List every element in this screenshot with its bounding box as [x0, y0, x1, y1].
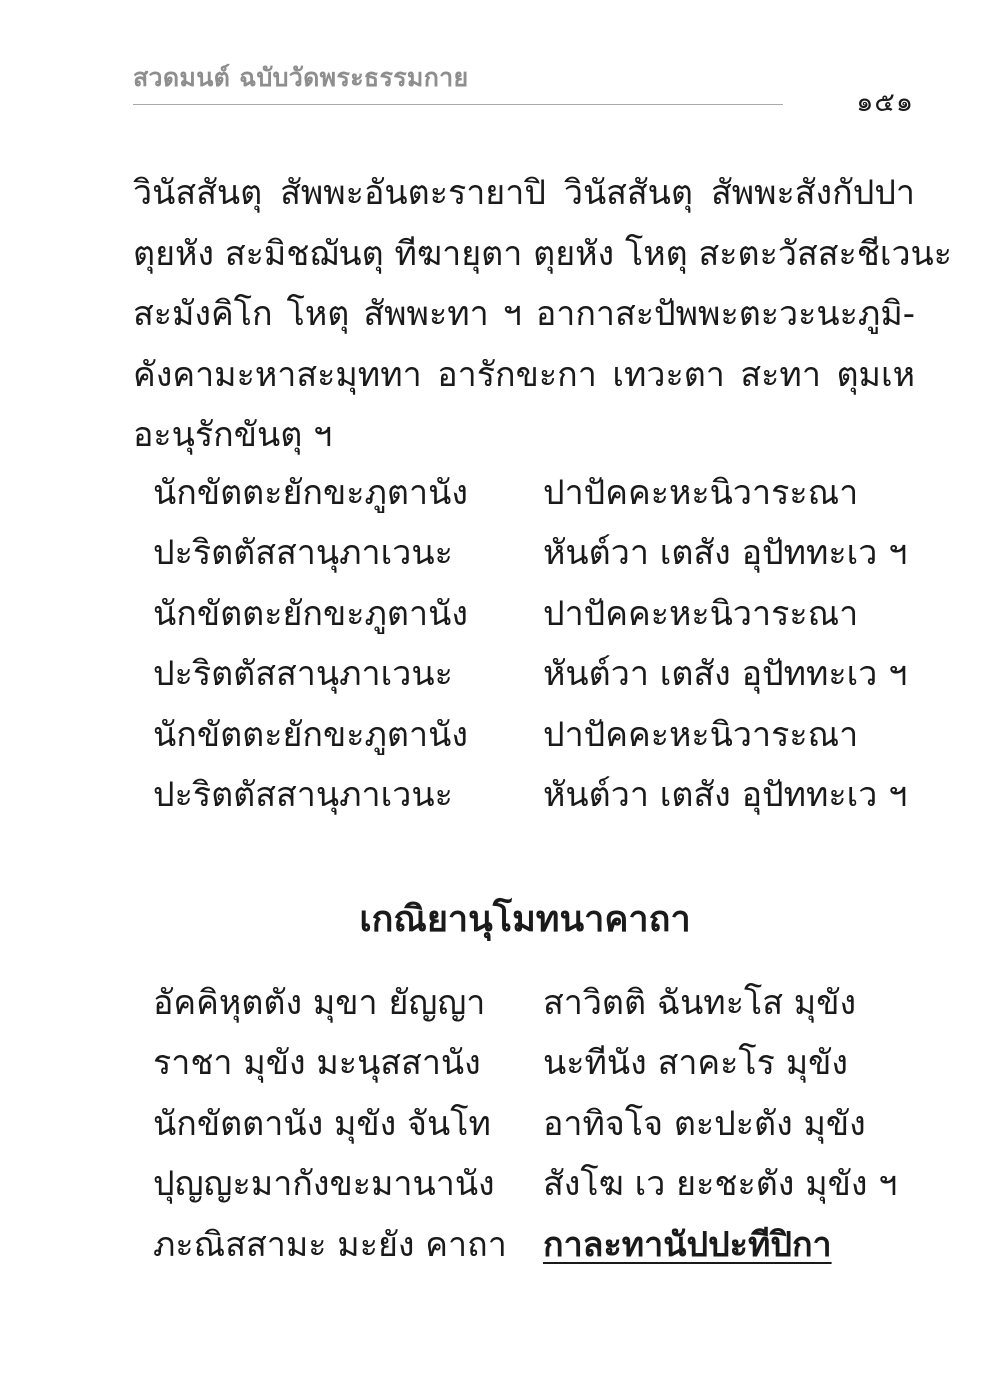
verse-row — [153, 463, 923, 523]
verse-row — [153, 973, 923, 1033]
prose-line: ตุยหัง สะมิชฌันตุ ทีฆายุตา ตุยหัง โหตุ สะตะวัสสะชีเวนะ — [133, 233, 953, 274]
prose-paragraph — [133, 163, 953, 466]
prose-line: วินัสสันตุ สัพพะอันตะรายาปิ วินัสสันตุ สัพพะสังกัปปา — [133, 173, 915, 213]
verse-row — [153, 523, 923, 583]
verse-left: นักขัตตะยักขะภูตานัง — [153, 473, 468, 513]
header-rule — [133, 104, 783, 105]
next-section-title: กาละทานัปปะทีปิกา — [543, 1224, 832, 1265]
verse-right: ปาปัคคะหะนิวาระณา — [543, 593, 859, 634]
verse-left: อัคคิหุตตัง มุขา ยัญญา — [153, 983, 486, 1023]
verse-left: นักขัตตะยักขะภูตานัง — [153, 593, 468, 634]
verse-right: หันต์วา เตสัง อุปัททะเว ฯ — [543, 533, 908, 574]
verse-left: ราชา มุขัง มะนุสสานัง — [153, 1043, 481, 1084]
verse-left: ปะริตตัสสานุภาเวนะ — [153, 533, 453, 574]
verse-left: นักขัตตานัง มุขัง จันโท — [153, 1103, 491, 1144]
verse-row — [153, 1154, 923, 1214]
verse-right: นะทีนัง สาคะโร มุขัง — [543, 1043, 849, 1084]
verse-block — [153, 973, 923, 1275]
page-number: ๑๕๑ — [856, 87, 914, 118]
verse-left: ปุญญะมากังขะมานานัง — [153, 1164, 495, 1205]
verse-row — [153, 1215, 923, 1275]
verse-right: สาวิตติ ฉันทะโส มุขัง — [543, 983, 857, 1023]
verse-row — [153, 644, 923, 704]
prose-line: คังคามะหาสะมุททา อารักขะกา เทวะตา สะทา ตุมเห — [133, 354, 915, 395]
verse-row — [153, 1094, 923, 1154]
verse-right: หันต์วา เตสัง อุปัททะเว ฯ — [543, 654, 908, 695]
section-title: เกณิยานุโมทนาคาถา — [359, 899, 691, 940]
verse-left: นักขัตตะยักขะภูตานัง — [153, 714, 468, 755]
verse-row — [153, 584, 923, 644]
prose-line: อะนุรักขันตุ ฯ — [133, 415, 333, 455]
verse-right: อาทิจโจ ตะปะตัง มุขัง — [543, 1103, 866, 1144]
verse-row — [153, 1033, 923, 1093]
prose-line: สะมังคิโก โหตุ สัพพะทา ฯ อากาสะปัพพะตะวะนะภูมิ- — [133, 294, 915, 334]
running-header: สวดมนต์ ฉบับวัดพระธรรมกาย — [133, 63, 469, 92]
verse-right: สังโฆ เว ยะชะตัง มุขัง ฯ — [543, 1164, 898, 1205]
verse-row — [153, 705, 923, 765]
verse-left: ปะริตตัสสานุภาเวนะ — [153, 654, 453, 695]
verse-right: ปาปัคคะหะนิวาระณา — [543, 714, 859, 755]
verse-right: ปาปัคคะหะนิวาระณา — [543, 473, 859, 513]
verse-right: หันต์วา เตสัง อุปัททะเว ฯ — [543, 774, 908, 815]
verse-left: ปะริตตัสสานุภาเวนะ — [153, 774, 453, 815]
verse-left: ภะณิสสามะ มะยัง คาถา — [153, 1224, 507, 1265]
verse-row — [153, 765, 923, 825]
verse-block — [153, 463, 923, 825]
